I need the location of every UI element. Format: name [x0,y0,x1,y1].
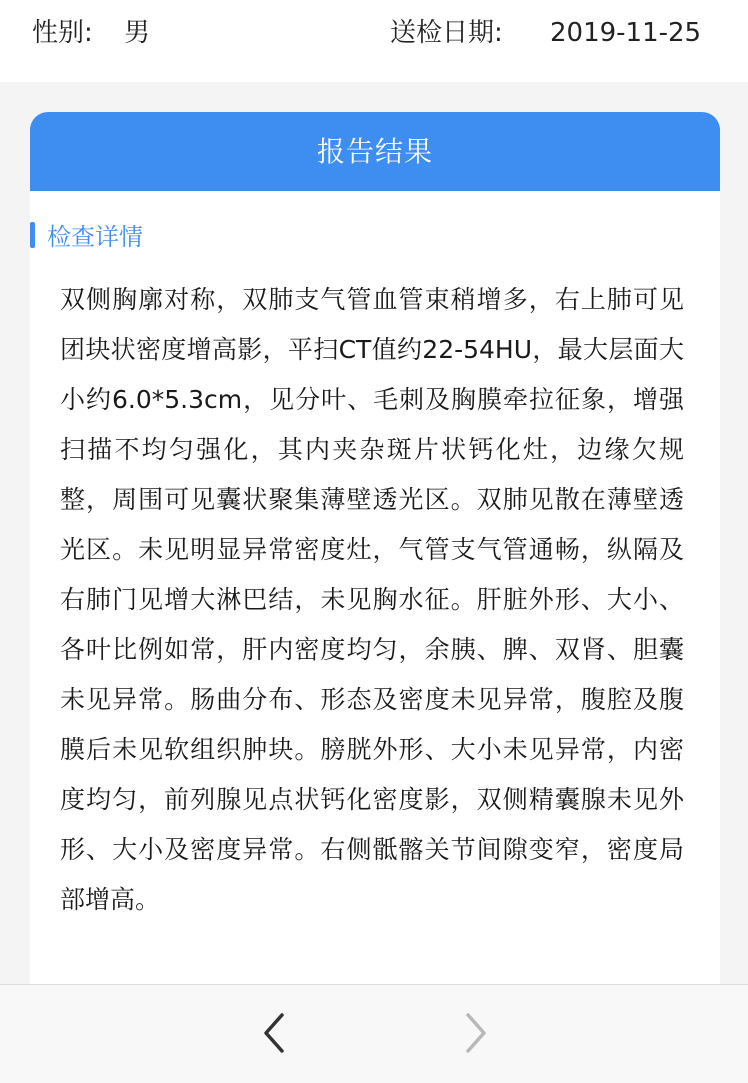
patient-info-bar [0,0,748,82]
submission-date-label: 送检日期: [390,18,503,48]
report-details-text: 双侧胸廓对称，双肺支气管血管束稍增多，右上肺可见团块状密度增高影，平扫CT值约22-54HU，最大层面大小约6.0*5.3cm，见分叶、毛刺及胸膜牵拉征象，增强扫描不均匀强化，其内夹杂斑片状钙化灶，边缘欠规整，周围可见囊状聚集薄壁透光区。双肺见散在薄壁透光区。未见明显异常密度灶，气管支气管通畅，纵隔及右肺门见增大淋巴结，未见胸水征。肝脏外形、大小、各叶比例如常，肝内密度均匀，余胰、脾、双肾、胆囊未见异常。肠曲分布、形态及密度未见异常，腹腔及腹膜后未见软组织肿块。膀胱外形、大小未见异常，内密度均匀，前列腺见点状钙化密度影，双侧精囊腺未见外形、大小及密度异常。右侧骶髂关节间隙变窄，密度局部增高。 [60,285,684,914]
report-header: 报告结果 [30,112,720,191]
section-title: 检查详情 [47,223,143,251]
chevron-right-icon [454,1005,498,1061]
report-card [30,112,720,984]
submission-date-value: 2019-11-25 [550,18,702,48]
forward-button[interactable] [454,1005,498,1061]
gender-value: 男 [124,18,151,48]
bottom-navigation-bar [0,984,748,1083]
chevron-left-icon [252,1005,296,1061]
back-button[interactable] [252,1005,296,1061]
gender-label: 性别: [32,18,93,48]
